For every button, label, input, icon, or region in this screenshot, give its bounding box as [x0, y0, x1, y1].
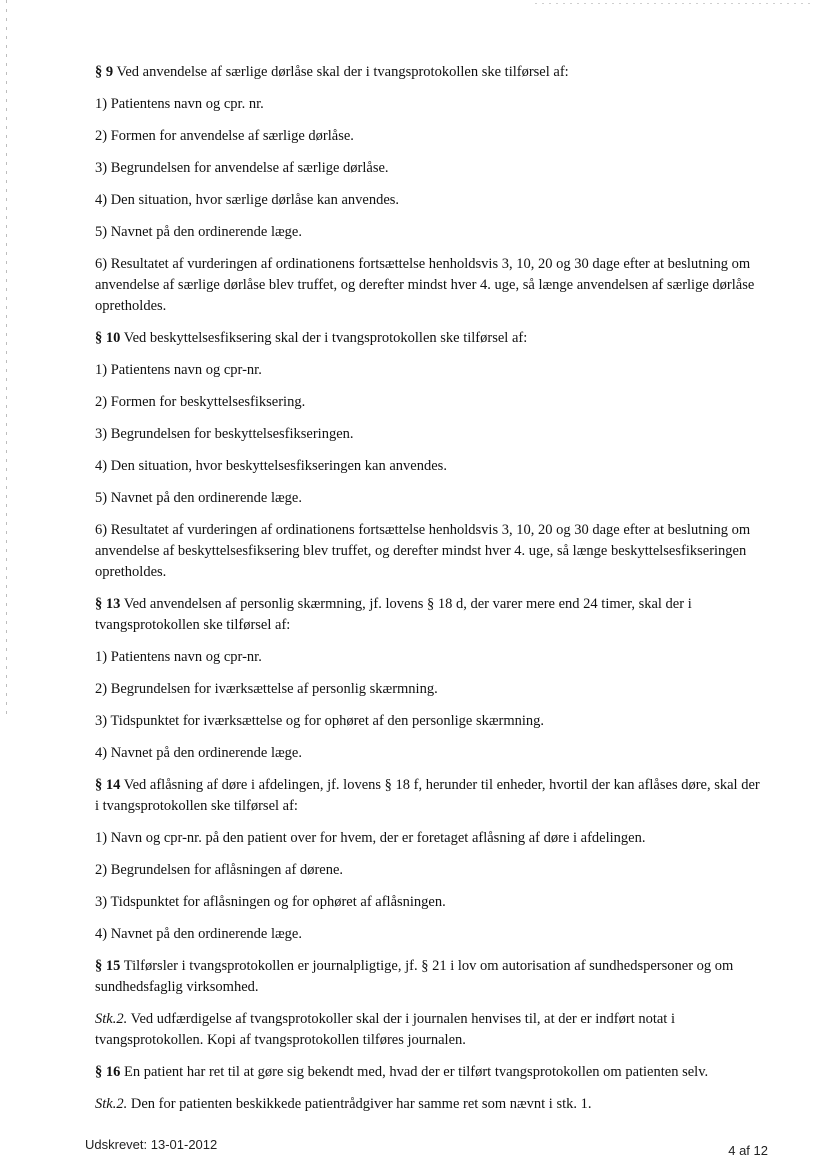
list-item: [95, 711, 767, 732]
section-paragraph: [95, 956, 767, 998]
section-paragraph: [95, 594, 767, 636]
section-number: § 16: [95, 1064, 121, 1080]
list-item: [95, 360, 767, 381]
list-item: [95, 924, 767, 945]
list-item: [95, 456, 767, 477]
paragraph-text: 5) Navnet på den ordinerende læge.: [95, 224, 302, 240]
paragraph-text: Ved udfærdigelse af tvangsprotokoller skal der i journalen henvises til, at der er indført notat i tvangsprotokollen. Kopi af tvangsprotokollen tilføres journalen.: [95, 1011, 675, 1048]
list-item: [95, 392, 767, 413]
paragraph-text: 1) Navn og cpr-nr. på den patient over for hvem, der er foretaget aflåsning af døre i afdelingen.: [95, 830, 646, 846]
stk-paragraph: [95, 1094, 767, 1115]
scan-edge-line: [6, 0, 7, 720]
list-item: [95, 222, 767, 243]
paragraph-text: Den for patienten beskikkede patientrådgiver har samme ret som nævnt i stk. 1.: [127, 1096, 592, 1112]
paragraph-text: 3) Tidspunktet for iværksættelse og for ophøret af den personlige skærmning.: [95, 713, 545, 729]
paragraph-text: 4) Den situation, hvor beskyttelsesfikseringen kan anvendes.: [95, 458, 447, 474]
paragraph-text: 4) Den situation, hvor særlige dørlåse kan anvendes.: [95, 192, 400, 208]
paragraph-text: 3) Tidspunktet for aflåsningen og for ophøret af aflåsningen.: [95, 894, 446, 910]
paragraph-text: 6) Resultatet af vurderingen af ordinationens fortsættelse henholdsvis 3, 10, 20 og 30 dage efter at beslutning om anvendelse af beskyttelsesfiksering blev truffet, og derefter mindst hver 4. uge, så længe beskyttelsesfikseringen opretholdes.: [95, 522, 751, 580]
page-number: 4 af 12: [728, 1143, 768, 1158]
paragraph-text: 2) Formen for anvendelse af særlige dørlåse.: [95, 128, 354, 144]
stk-label: Stk.2.: [95, 1011, 128, 1027]
list-item: [95, 679, 767, 700]
paragraph-text: 2) Formen for beskyttelsesfiksering.: [95, 394, 306, 410]
paragraph-text: 1) Patientens navn og cpr. nr.: [95, 96, 264, 112]
paragraph-text: 3) Begrundelsen for anvendelse af særlige dørlåse.: [95, 160, 389, 176]
list-item: [95, 520, 767, 583]
paragraph-text: Tilførsler i tvangsprotokollen er journalpligtige, jf. § 21 i lov om autorisation af sundhedspersoner og om sundhedsfaglig virksomhed.: [95, 958, 734, 995]
paragraph-text: 2) Begrundelsen for aflåsningen af dørene.: [95, 862, 344, 878]
list-item: [95, 892, 767, 913]
paragraph-text: Ved aflåsning af døre i afdelingen, jf. lovens § 18 f, herunder til enheder, hvortil der kan aflåses døre, skal der i tvangsprotokollen ske tilførsel af:: [95, 777, 760, 814]
printed-date: Udskrevet: 13-01-2012: [85, 1137, 218, 1152]
paragraph-text: 1) Patientens navn og cpr-nr.: [95, 649, 262, 665]
document-body: [95, 62, 767, 1115]
paragraph-text: 2) Begrundelsen for iværksættelse af personlig skærmning.: [95, 681, 438, 697]
scan-top-dots: [535, 3, 815, 4]
section-number: § 10: [95, 330, 121, 346]
section-number: § 13: [95, 596, 121, 612]
list-item: [95, 158, 767, 179]
paragraph-text: Ved beskyttelsesfiksering skal der i tvangsprotokollen ske tilførsel af:: [120, 330, 528, 346]
paragraph-text: 5) Navnet på den ordinerende læge.: [95, 490, 302, 506]
list-item: [95, 254, 767, 317]
list-item: [95, 647, 767, 668]
section-paragraph: [95, 328, 767, 349]
section-number: § 9: [95, 64, 114, 80]
section-number: § 14: [95, 777, 121, 793]
list-item: [95, 743, 767, 764]
section-paragraph: [95, 775, 767, 817]
paragraph-text: 4) Navnet på den ordinerende læge.: [95, 745, 302, 761]
list-item: [95, 488, 767, 509]
paragraph-text: En patient har ret til at gøre sig bekendt med, hvad der er tilført tvangsprotokollen om patienten selv.: [120, 1064, 709, 1080]
stk-label: Stk.2.: [95, 1096, 128, 1112]
paragraph-text: 1) Patientens navn og cpr-nr.: [95, 362, 262, 378]
list-item: [95, 126, 767, 147]
section-number: § 15: [95, 958, 121, 974]
list-item: [95, 828, 767, 849]
paragraph-text: Ved anvendelse af særlige dørlåse skal der i tvangsprotokollen ske tilførsel af:: [113, 64, 569, 80]
list-item: [95, 424, 767, 445]
paragraph-text: 4) Navnet på den ordinerende læge.: [95, 926, 302, 942]
list-item: [95, 94, 767, 115]
paragraph-text: 3) Begrundelsen for beskyttelsesfikseringen.: [95, 426, 354, 442]
section-paragraph: [95, 62, 767, 83]
section-paragraph: [95, 1062, 767, 1083]
paragraph-text: Ved anvendelsen af personlig skærmning, jf. lovens § 18 d, der varer mere end 24 timer, skal der i tvangsprotokollen ske tilførsel af:: [95, 596, 692, 633]
list-item: [95, 190, 767, 211]
paragraph-text: 6) Resultatet af vurderingen af ordinationens fortsættelse henholdsvis 3, 10, 20 og 30 dage efter at beslutning om anvendelse af særlige dørlåse blev truffet, og derefter mindst hver 4. uge, så længe anvendelsen af særlige dørlåse opretholdes.: [95, 256, 755, 314]
list-item: [95, 860, 767, 881]
stk-paragraph: [95, 1009, 767, 1051]
